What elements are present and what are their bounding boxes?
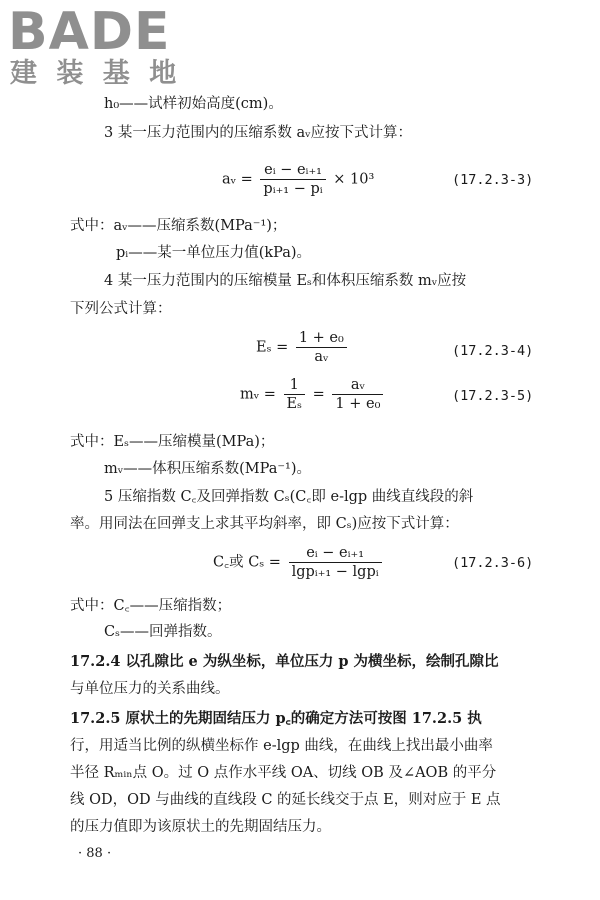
eq4-lhs: C꜀或 Cₛ = (213, 554, 281, 571)
text-item-4-cont: 下列公式计算： (70, 301, 172, 317)
eq3-equals: = (312, 386, 325, 403)
eq3-denominator-1: Eₛ (286, 396, 303, 412)
eq1-lhs: aᵥ = (222, 171, 253, 188)
clause-17-2-5-line4: 线 OD，OD 与曲线的直线段 C 的延长线交于点 E，则对应于 E 点 (70, 792, 501, 808)
text-item-5: 5 压缩指数 C꜀及回弹指数 Cₛ(C꜀即 e-lgp 曲线直线段的斜 (104, 489, 474, 505)
equation-17-2-3-6 (213, 545, 385, 580)
eq4-numerator: eᵢ − eᵢ₊₁ (289, 545, 382, 563)
eq1-fraction (260, 162, 325, 197)
equation-17-2-3-5 (240, 377, 386, 412)
clause-17-2-4: 17.2.4 以孔隙比 e 为纵坐标，单位压力 p 为横坐标，绘制孔隙比 (70, 653, 499, 670)
text-cc-definition: 式中：C꜀——压缩指数； (70, 598, 232, 614)
clause-17-2-5-line5: 的压力值即为该原状土的先期固结压力。 (70, 819, 331, 835)
page-number: · 88 · (78, 846, 112, 861)
eq1-denominator: pᵢ₊₁ − pᵢ (263, 181, 323, 197)
eq3-denominator-2: 1 + e₀ (335, 396, 381, 412)
text-es-definition: 式中：Eₛ——压缩模量(MPa)； (70, 434, 275, 450)
text-cs-definition: Cₛ——回弹指数。 (104, 624, 222, 640)
logo-chinese-text: 建 装 基 地 (10, 58, 182, 89)
eq4-fraction (289, 545, 382, 580)
eq3-fraction-2 (332, 377, 383, 412)
eq4-denominator: lgpᵢ₊₁ − lgpᵢ (291, 564, 379, 580)
eq2-numerator: 1 + e₀ (296, 330, 347, 348)
equation-number-6: (17.2.3-6) (452, 555, 534, 571)
eq2-lhs: Eₛ = (256, 339, 289, 356)
equation-number-3: (17.2.3-3) (452, 172, 534, 188)
eq3-numerator-1: 1 (284, 377, 305, 395)
equation-17-2-3-3 (222, 162, 374, 197)
equation-17-2-3-4 (256, 330, 350, 365)
eq3-lhs: mᵥ = (240, 386, 276, 403)
equation-number-4: (17.2.3-4) (452, 343, 534, 359)
text-mv-definition: mᵥ——体积压缩系数(MPa⁻¹)。 (104, 461, 312, 477)
clause-17-2-5: 17.2.5 原状土的先期固结压力 p꜀的确定方法可按图 17.2.5 执 (70, 710, 482, 727)
eq2-fraction (296, 330, 347, 365)
clause-17-2-5-line2: 行，用适当比例的纵横坐标作 e-lgp 曲线，在曲线上找出最小曲率 (70, 738, 493, 754)
bade-logo (8, 2, 188, 90)
text-item-4: 4 某一压力范围内的压缩模量 Eₛ和体积压缩系数 mᵥ应按 (104, 273, 467, 289)
text-pi-definition: pᵢ——某一单位压力值(kPa)。 (116, 245, 312, 261)
text-item-5-cont: 率。用同法在回弹支上求其平均斜率，即 Cₛ)应按下式计算： (70, 516, 459, 532)
text-av-definition: 式中：aᵥ——压缩系数(MPa⁻¹)； (70, 218, 287, 234)
eq2-denominator: aᵥ (314, 349, 329, 365)
eq1-numerator: eᵢ − eᵢ₊₁ (260, 162, 325, 180)
text-h0-definition: h₀——试样初始高度(cm)。 (104, 96, 283, 112)
clause-17-2-5-line3: 半径 Rₘᵢₙ点 O。过 O 点作水平线 OA、切线 OB 及∠AOB 的平分 (70, 765, 497, 781)
equation-number-5: (17.2.3-5) (452, 388, 534, 404)
eq3-numerator-2: aᵥ (332, 377, 383, 395)
clause-17-2-4-cont: 与单位压力的关系曲线。 (70, 681, 230, 697)
eq1-tail: × 10³ (333, 171, 375, 188)
logo-wordmark: BADE (8, 2, 171, 62)
eq3-fraction-1 (284, 377, 305, 412)
text-item-3: 3 某一压力范围内的压缩系数 aᵥ应按下式计算： (104, 125, 412, 141)
